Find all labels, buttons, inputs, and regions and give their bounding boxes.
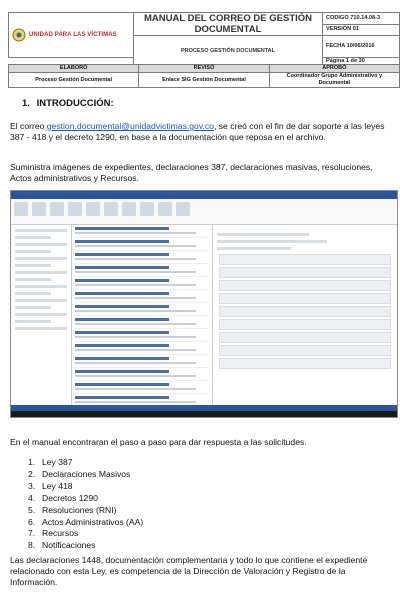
screenshot-taskbar xyxy=(11,411,397,417)
role-header-aprobo: APROBÓ xyxy=(269,65,399,73)
screenshot-folder-pane xyxy=(11,225,72,405)
section-title: INTRODUCCIÓN: xyxy=(36,98,114,109)
supply-paragraph: Suministra imágenes de expedientes, declaraciones 387, declaraciones masivas, resoluciones, Actos administrativos y Recursos. xyxy=(10,162,373,183)
list-item: 6. Actos Administrativos (AA) xyxy=(28,516,144,527)
logo-cell xyxy=(9,13,134,58)
intro-before: El correo xyxy=(10,121,47,131)
role-value-elaboro: Proceso Gestión Documental xyxy=(9,73,139,88)
brand-name: UNIDAD PARA LAS VÍCTIMAS xyxy=(29,32,117,38)
screenshot-reading-pane xyxy=(213,225,397,405)
manual-paragraph: En el manual encontraran el paso a paso para dar respuesta a las solicitudes. xyxy=(10,437,307,447)
doc-code: CODIGO 710.14.08-3 xyxy=(323,13,400,25)
approval-table xyxy=(8,64,400,88)
screenshot-ribbon xyxy=(11,199,397,225)
screenshot-message-list xyxy=(72,225,213,405)
page-number: Página 1 de 30 xyxy=(323,58,400,66)
role-value-reviso: Enlace SIG Gestión Documental xyxy=(139,73,269,88)
section-heading xyxy=(22,98,114,109)
doc-date: FECHA 10/06/2016 xyxy=(323,36,400,58)
role-value-aprobo: Coordinador Grupo Administrativo y Documental xyxy=(269,73,399,88)
list-item: 5. Resoluciones (RNI) xyxy=(28,504,117,515)
closing-paragraph: Las declaraciones 1448, documentación complementaria y todo lo que contiene el expediente relacionado con esta Ley, es competencia de la Dirección de Valoración y Registro de la Información. xyxy=(10,555,368,587)
list-item: 4. Decretos 1290 xyxy=(28,492,98,503)
list-item: 1. Ley 387 xyxy=(28,457,73,467)
email-link[interactable]: gestion.documental@unidadvictimas.gov.co xyxy=(46,121,214,131)
request-type-list xyxy=(28,457,143,552)
role-header-reviso: REVISÓ xyxy=(139,65,269,73)
seal-icon xyxy=(12,28,26,42)
role-header-elaboro: ELABORÓ xyxy=(9,65,139,73)
document-title: MANUAL DEL CORREO DE GESTIÓN DOCUMENTAL xyxy=(134,13,323,36)
intro-paragraph xyxy=(10,121,390,143)
document-header xyxy=(8,12,400,66)
intro-after: , se creó con el fin de dar soporte a las leyes 387 - 418 y el decreto 1290, en base a la documentación que reposa en el archivo. xyxy=(10,121,385,142)
list-item: 7. Recursos xyxy=(28,528,79,539)
process-name: PROCESO GESTIÓN DOCUMENTAL xyxy=(134,36,323,66)
list-item: 2. Declaraciones Masivos xyxy=(28,468,131,479)
outlook-screenshot xyxy=(10,190,398,418)
list-item: 8. Notificaciones xyxy=(28,540,96,551)
screenshot-titlebar xyxy=(11,191,397,199)
list-item: 3. Ley 418 xyxy=(28,480,73,491)
doc-version: VERSIÓN 01 xyxy=(323,24,400,36)
section-number: 1. xyxy=(22,98,30,109)
